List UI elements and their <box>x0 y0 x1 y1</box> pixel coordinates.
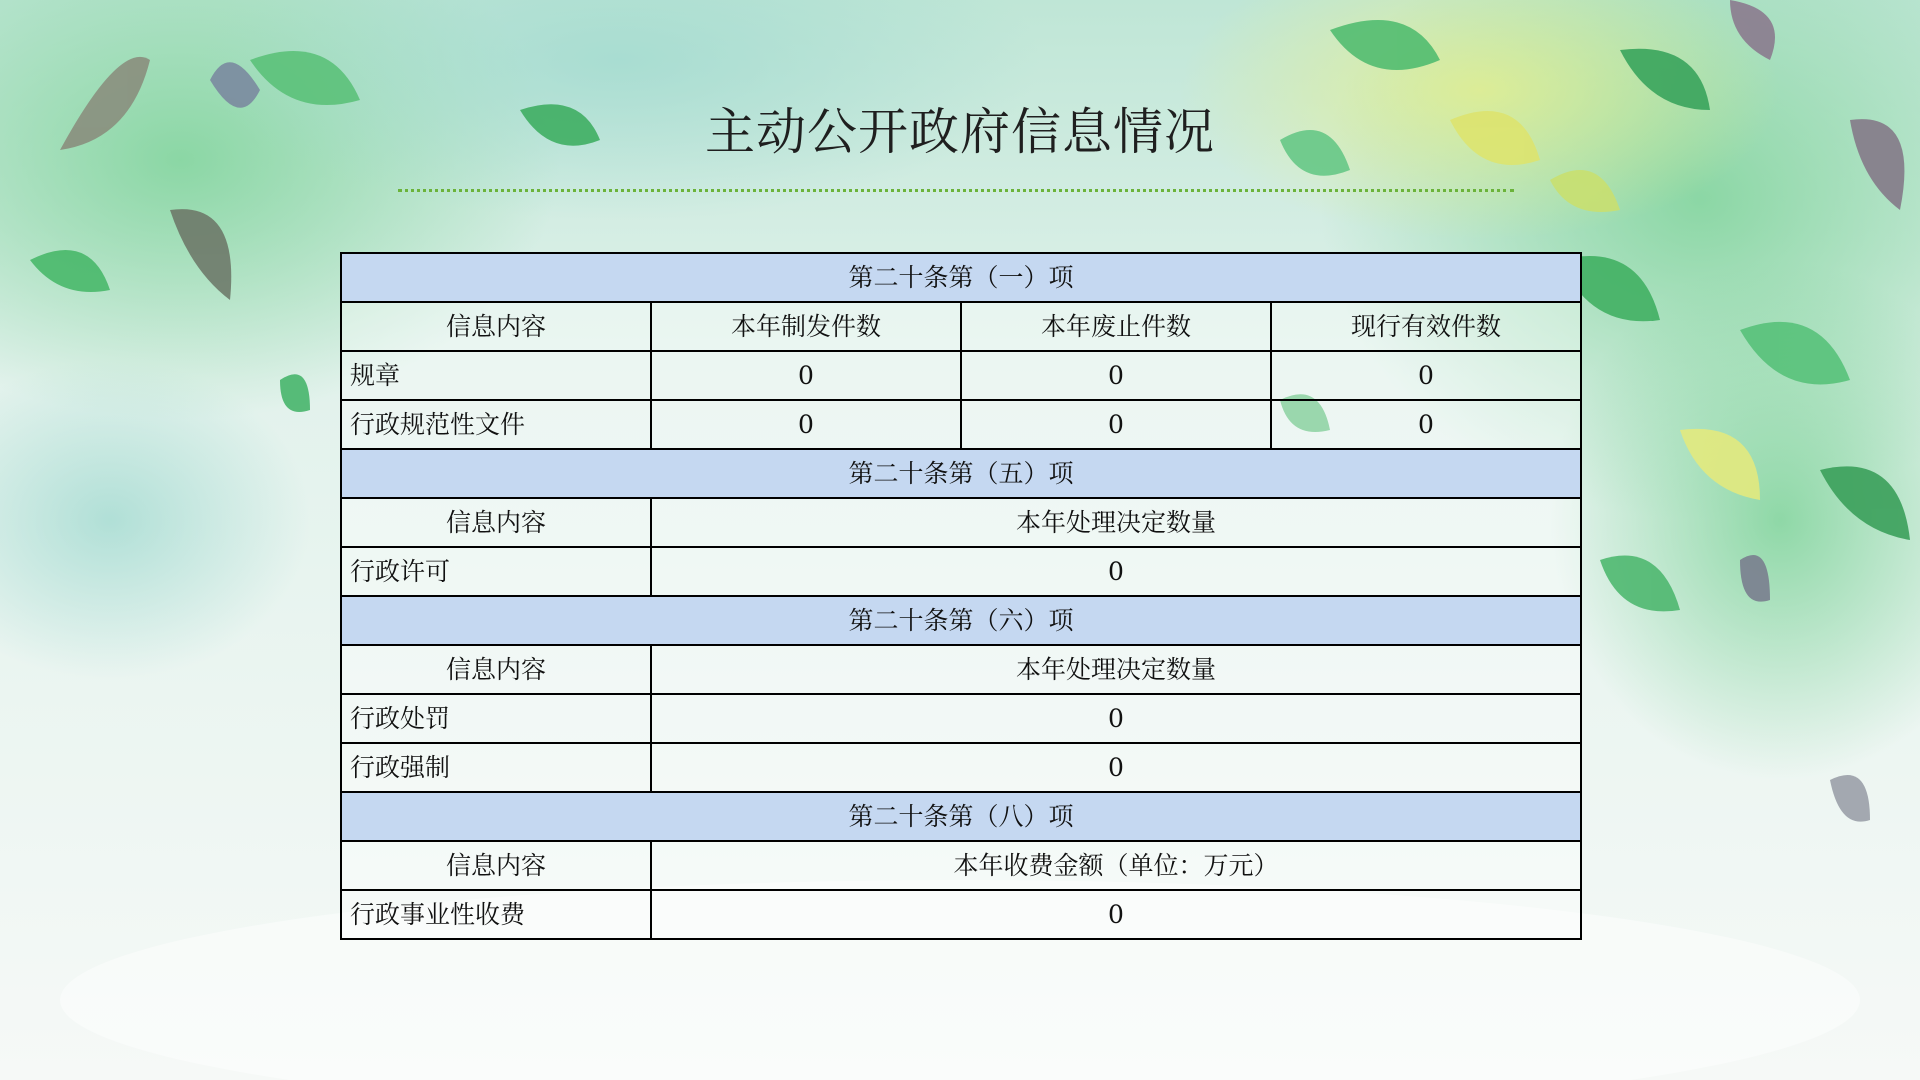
row-label: 行政处罚 <box>341 694 651 743</box>
section-1-header: 第二十条第（一）项 <box>341 253 1581 302</box>
table-row <box>341 547 1581 596</box>
title-divider <box>398 189 1514 192</box>
row-value: 0 <box>651 890 1581 939</box>
section-header-row <box>341 449 1581 498</box>
column-header-decisions: 本年处理决定数量 <box>651 498 1581 547</box>
table-row <box>341 694 1581 743</box>
row-label: 规章 <box>341 351 651 400</box>
column-header-row <box>341 841 1581 890</box>
row-value: 0 <box>651 694 1581 743</box>
column-header-fee-amount: 本年收费金额（单位：万元） <box>651 841 1581 890</box>
row-abolished-value: 0 <box>961 400 1271 449</box>
column-header-decisions: 本年处理决定数量 <box>651 645 1581 694</box>
table-row <box>341 351 1581 400</box>
column-header-content: 信息内容 <box>341 302 651 351</box>
column-header-abolished: 本年废止件数 <box>961 302 1271 351</box>
section-header-row <box>341 792 1581 841</box>
row-label: 行政规范性文件 <box>341 400 651 449</box>
column-header-row <box>341 498 1581 547</box>
row-valid-value: 0 <box>1271 400 1581 449</box>
section-4-header: 第二十条第（八）项 <box>341 792 1581 841</box>
row-issued-value: 0 <box>651 351 961 400</box>
page-title: 主动公开政府信息情况 <box>705 103 1215 161</box>
column-header-issued: 本年制发件数 <box>651 302 961 351</box>
section-3-header: 第二十条第（六）项 <box>341 596 1581 645</box>
column-header-content: 信息内容 <box>341 645 651 694</box>
row-label: 行政强制 <box>341 743 651 792</box>
column-header-row <box>341 302 1581 351</box>
table-row <box>341 743 1581 792</box>
column-header-row <box>341 645 1581 694</box>
column-header-content: 信息内容 <box>341 498 651 547</box>
table-row <box>341 400 1581 449</box>
row-value: 0 <box>651 743 1581 792</box>
row-value: 0 <box>651 547 1581 596</box>
row-abolished-value: 0 <box>961 351 1271 400</box>
section-header-row <box>341 253 1581 302</box>
row-label: 行政许可 <box>341 547 651 596</box>
table-row <box>341 890 1581 939</box>
section-2-header: 第二十条第（五）项 <box>341 449 1581 498</box>
row-issued-value: 0 <box>651 400 961 449</box>
section-header-row <box>341 596 1581 645</box>
row-valid-value: 0 <box>1271 351 1581 400</box>
column-header-content: 信息内容 <box>341 841 651 890</box>
row-label: 行政事业性收费 <box>341 890 651 939</box>
column-header-valid: 现行有效件数 <box>1271 302 1581 351</box>
info-disclosure-table <box>340 252 1582 940</box>
